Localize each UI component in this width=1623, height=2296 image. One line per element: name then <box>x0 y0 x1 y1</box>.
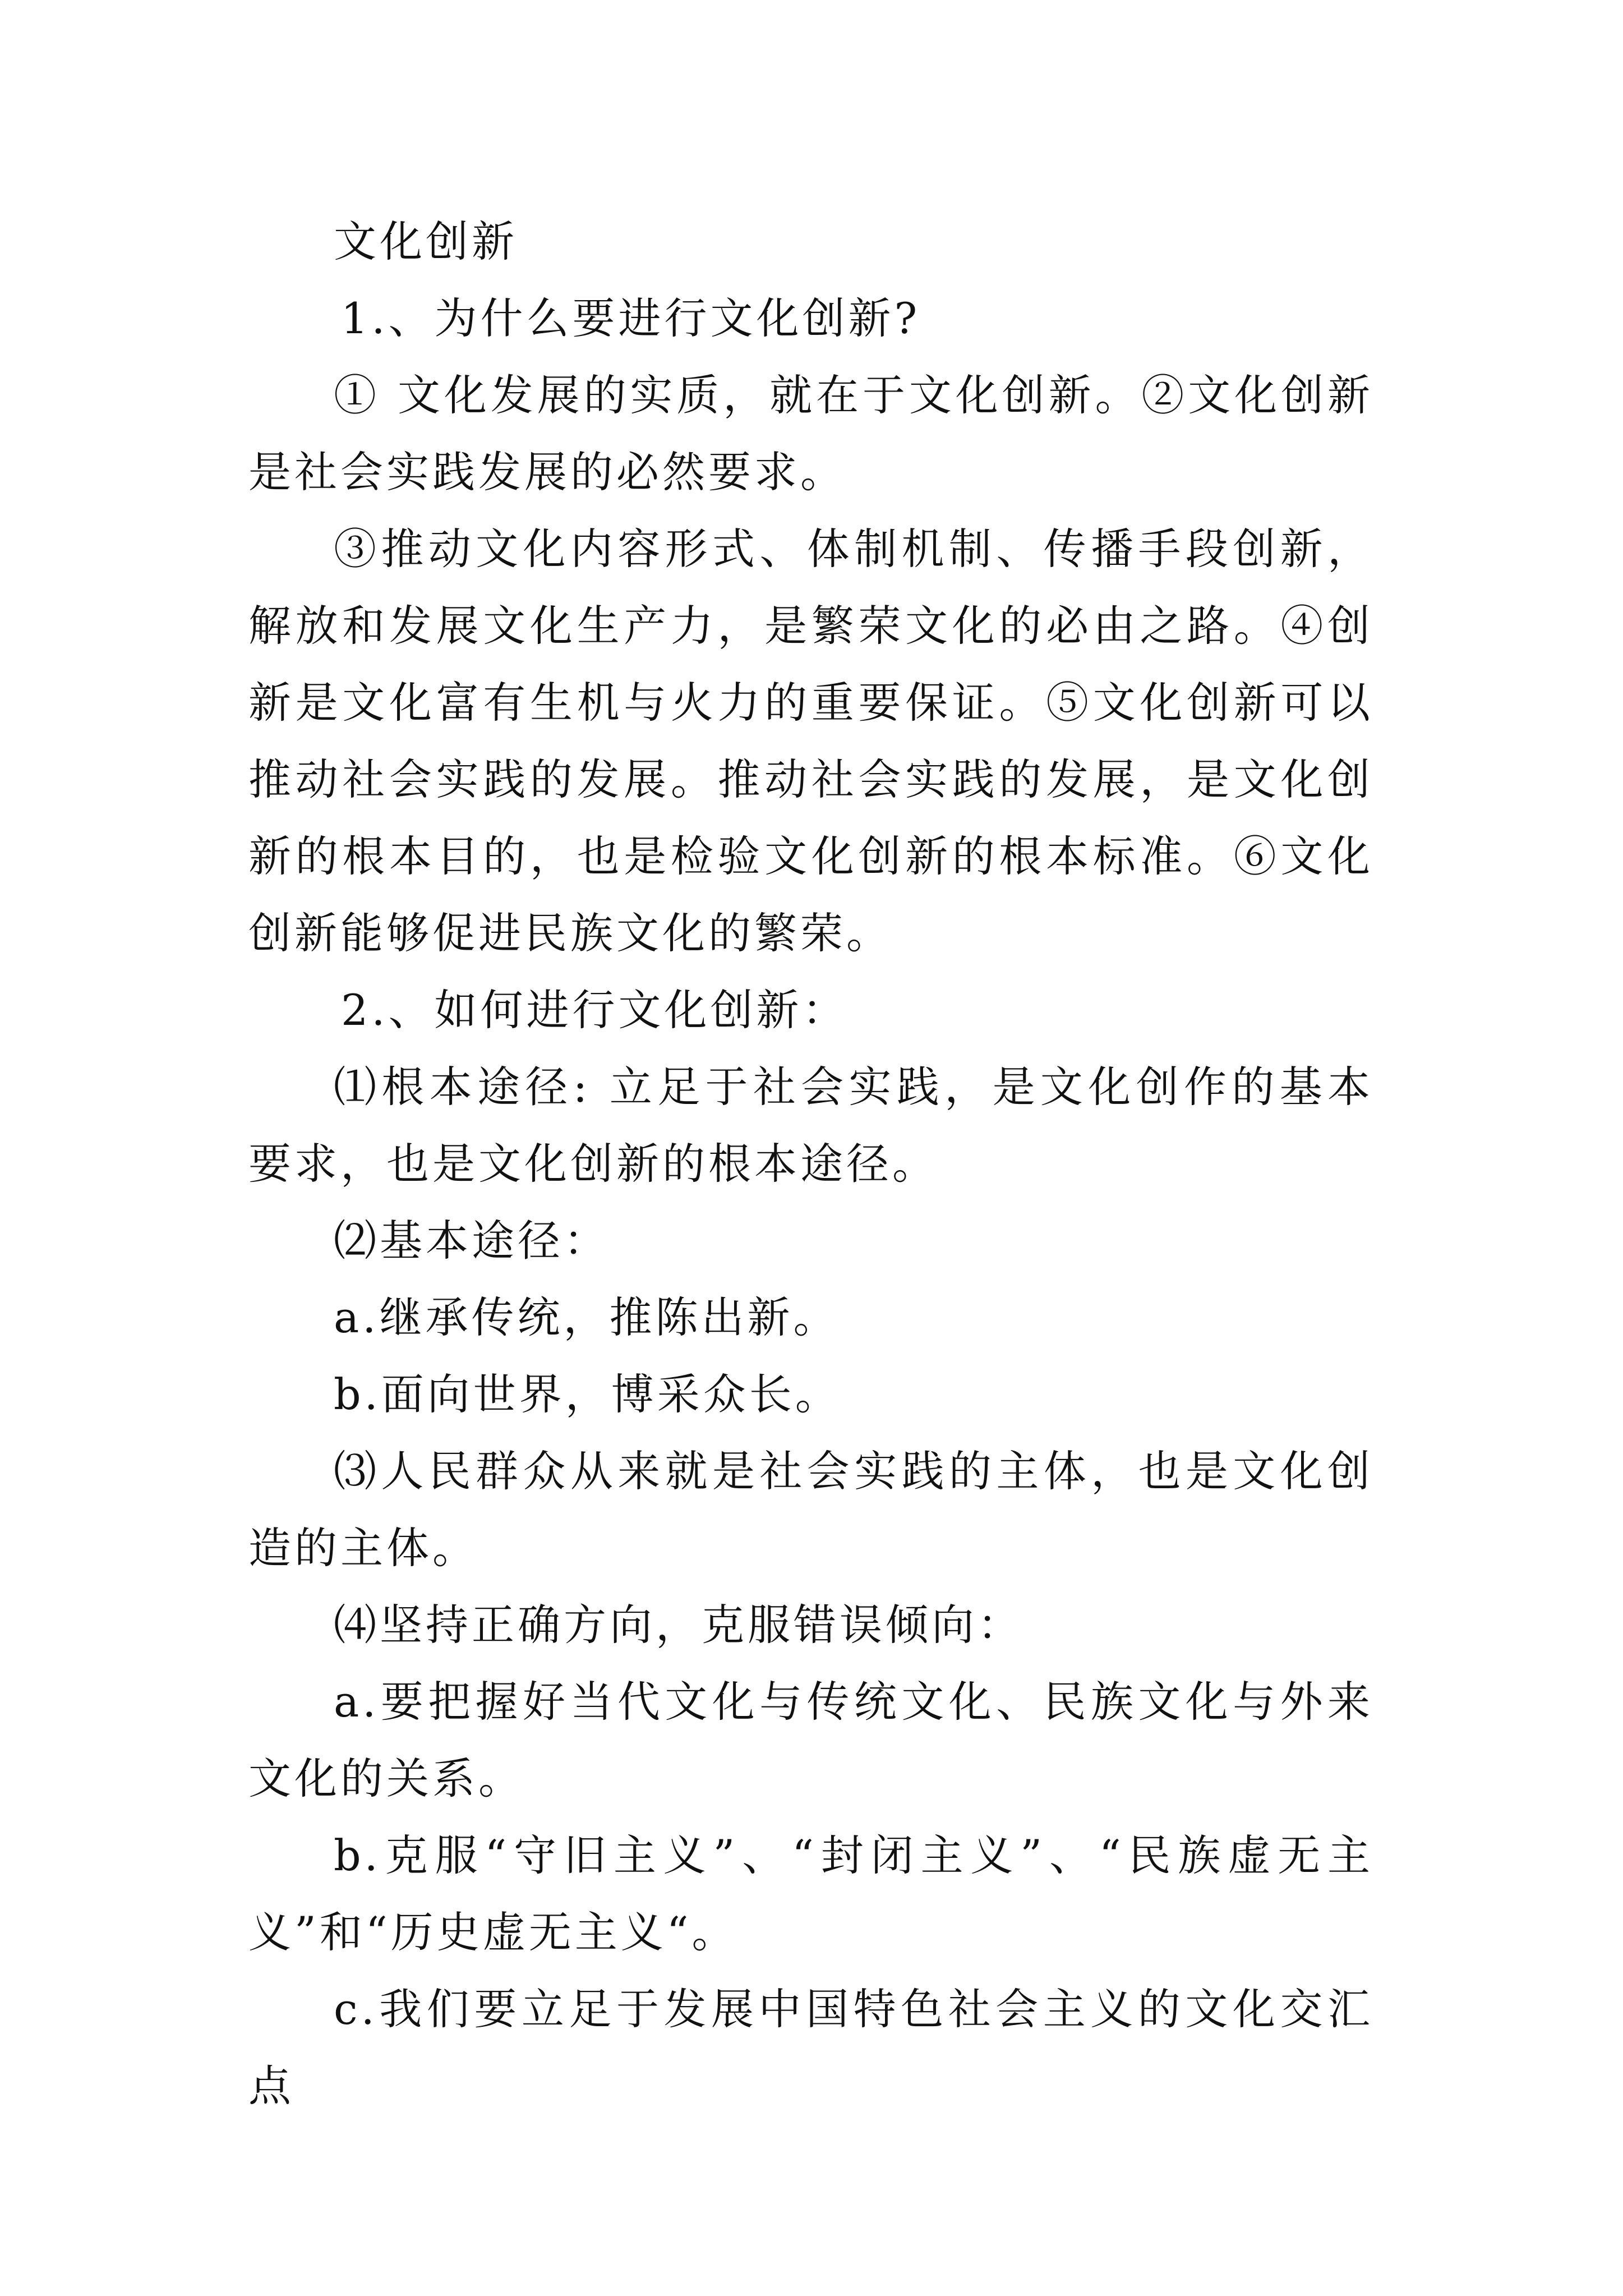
paragraph: ⑵基本途径： <box>334 1216 610 1266</box>
document-body <box>248 203 1373 2124</box>
question-heading-2: 2.、如何进行文化创新： <box>341 985 849 1035</box>
paragraph: ⑴根本途径: 立足于社会实践，是文化创作的基本要求，也是文化创新的根本途径。 <box>248 1062 1373 1189</box>
question-heading-1: 1.、为什么要进行文化创新? <box>341 293 921 343</box>
list-item: a.要把握好当代文化与传统文化、民族文化与外来文化的关系。 <box>248 1677 1373 1803</box>
list-item: b.克服“守旧主义”、“封闭主义”、“民族虚无主义”和“历史虚无主义“。 <box>248 1830 1373 1957</box>
paragraph: ① 文化发展的实质，就在于文化创新。②文化创新是社会实践发展的必然要求。 <box>248 370 1373 497</box>
list-item: a.继承传统，推陈出新。 <box>334 1292 840 1342</box>
paragraph: ⑶人民群众从来就是社会实践的主体，也是文化创造的主体。 <box>248 1446 1373 1573</box>
list-item: b.面向世界，博采众长。 <box>334 1369 841 1419</box>
section-title: 文化创新 <box>334 217 518 266</box>
paragraph: ③推动文化内容形式、体制机制、传播手段创新，解放和发展文化生产力，是繁荣文化的必由之路。④创新是文化富有生机与火力的重要保证。⑤文化创新可以推动社会实践的发展。推动社会实践的发展，是文化创新的根本目的，也是检验文化创新的根本标准。⑥文化创新能够促进民族文化的繁荣。 <box>248 524 1373 958</box>
list-item: c.我们要立足于发展中国特色社会主义的文化交汇点 <box>248 1984 1373 2111</box>
paragraph: ⑷坚持正确方向，克服错误倾向： <box>334 1600 1023 1650</box>
